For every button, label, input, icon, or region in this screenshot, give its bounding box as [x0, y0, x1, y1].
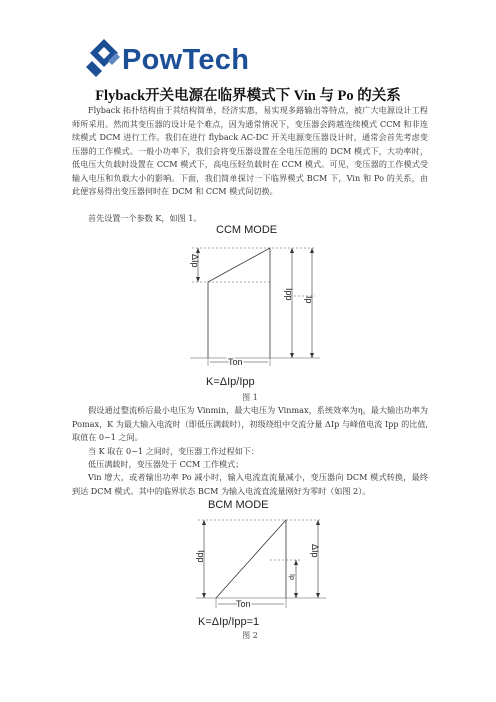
figure1-diagram	[170, 238, 340, 368]
figure1-label-delta-ip: ΔIp	[190, 254, 200, 268]
figure1-title: CCM MODE	[216, 224, 278, 236]
intro-paragraph: Flyback 拓扑结构由于其结构简单，经济实惠，易实现多路输出等特点，被广大电源设计工程师所采用。然而其变压器的设计是个难点，因为通常情况下，变压器会跨越连续模式 CCM 和非连续模式 DCM 进行工作。我们在进行 flyback AC-DC 开关电源变压器设计时，通常会首先考虑变压器的工作模式。一般小功率下，我们会将变压器设置在全电压范围的 DCM 模式下，大功率时，低电压大负载时设置在 CCM 模式下，高电压轻负载时在 CCM 模式。可见，变压器的工作模式受输入电压和负载大小的影响。下面，我们简单探讨一下临界模式 BCM 下，Vin 和 Po 的关系，由此便容易得出变压器何时在 DCM 和 CCM 模式间切换。	[72, 105, 428, 196]
figure2-title: BCM MODE	[208, 499, 269, 511]
paragraph-5: Vin 增大，或者输出功率 Po 减小时，输入电流直流量减小，变压器向 DCM 模式转换，最终到达 DCM 模式。其中的临界状态 BCM 为输入电流直流量刚好为零时（如图 2）。	[72, 472, 428, 496]
logo-text: PowTech	[122, 44, 250, 76]
intro-line: 首先设置一个参数 K，如图 1。	[88, 213, 202, 223]
figure1-caption: 图 1	[242, 393, 258, 402]
figure2-caption: 图 2	[242, 631, 258, 640]
ccm-waveform	[208, 248, 270, 358]
figure2-label-ton: Ton	[236, 599, 251, 609]
figure1-formula: K=ΔIp/Ipp	[206, 376, 255, 388]
figure1-label-ipp: Ipp	[284, 288, 294, 301]
figure2-label-ipp: Ipp	[196, 550, 206, 563]
figure2-formula: K=ΔIp/Ipp=1	[198, 616, 260, 628]
line-3: 当 K 取在 0~1 之间时，变压器工作过程如下：	[88, 446, 260, 456]
page-title: Flyback开关电源在临界模式下 Vin 与 Po 的关系	[95, 88, 401, 104]
line-4: 低压满载时，变压器处于 CCM 工作模式；	[88, 459, 244, 469]
powtech-diamond-logo-icon	[86, 39, 120, 77]
figure2-label-ip: Ip	[288, 574, 295, 580]
figure1-label-ip: Ip	[304, 296, 314, 304]
paragraph-2: 假设通过整流桥后最小电压为 Vinmin，最大电压为 Vinmax，系统效率为η，最大输出功率为 Pomax，K 为最大输入电流时（即低压满载时），初级绕组中交流分量 ΔIp 与峰值电流 Ipp 的比值,取值在 0~1 之间。	[72, 405, 428, 442]
figure1-label-ton: Ton	[228, 357, 243, 367]
bcm-waveform	[216, 520, 286, 598]
figure2-diagram	[176, 514, 336, 618]
figure2-label-delta-ip: ΔIp	[310, 544, 320, 558]
